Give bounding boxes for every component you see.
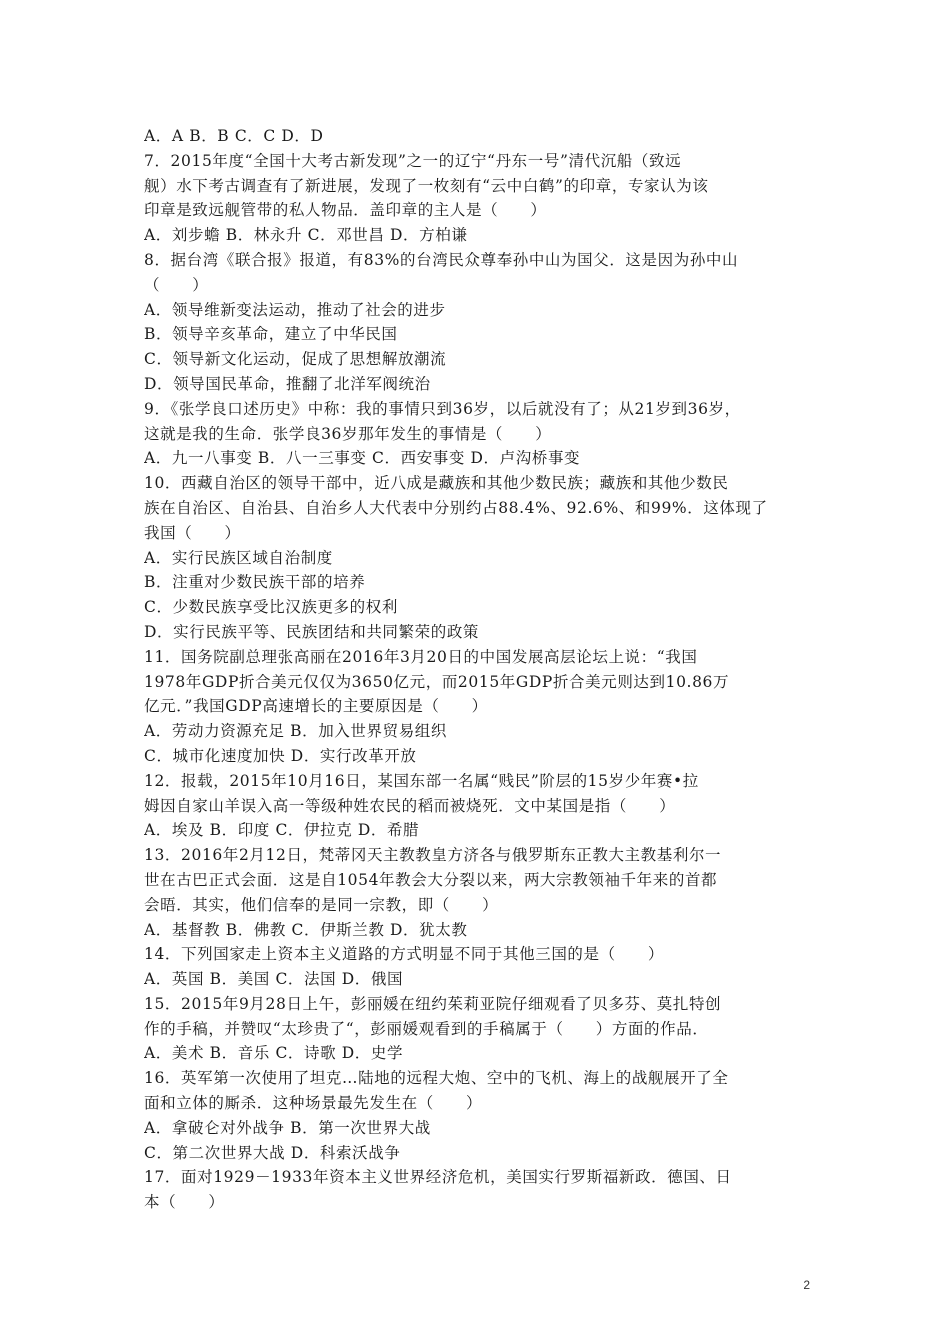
text-line: 本（ ） [144, 1193, 225, 1212]
text-line: D．实行民族平等、民族团结和共同繁荣的政策 [144, 622, 480, 641]
text-line: A．拿破仑对外战争 B．第一次世界大战 [144, 1118, 431, 1137]
text-line: D．领导国民革命，推翻了北洋军阀统治 [144, 374, 431, 393]
text-line: 我国（ ） [144, 523, 241, 542]
text-line: B．注重对少数民族干部的培养 [144, 573, 366, 592]
text-line: A．英国 B．美国 C．法国 D．俄国 [144, 970, 404, 989]
text-line: A．领导维新变法运动，推动了社会的进步 [144, 300, 446, 319]
text-line: A．劳动力资源充足 B．加入世界贸易组织 [144, 722, 448, 741]
text-line: 印章是致远舰管带的私人物品．盖印章的主人是（ ） [144, 201, 547, 220]
text-line: 亿元．”我国GDP高速增长的主要原因是（ ） [144, 697, 488, 716]
text-line: A．九一八事变 B．八一三事变 C．西安事变 D．卢沟桥事变 [144, 449, 581, 468]
text-line: 15．2015年9月28日上午，彭丽媛在纽约茱莉亚院仔细观看了贝多芬、莫扎特创 [144, 994, 722, 1013]
text-line: 17．面对1929－1933年资本主义世界经济危机，美国实行罗斯福新政．德国、日 [144, 1168, 732, 1187]
text-line: A．基督教 B．佛教 C．伊斯兰教 D．犹太教 [144, 920, 468, 939]
text-line: 10．西藏自治区的领导干部中，近八成是藏族和其他少数民族；藏族和其他少数民 [144, 474, 729, 493]
text-line: 11．国务院副总理张高丽在2016年3月20日的中国发展高层论坛上说：“我国 [144, 647, 698, 666]
text-line: A．A B．B C．C D．D [144, 127, 324, 145]
text-line: 9．《张学良口述历史》中称：我的事情只到36岁，以后就没有了；从21岁到36岁， [144, 399, 741, 418]
text-line: 13．2016年2月12日，梵蒂冈天主教教皇方济各与俄罗斯东正教大主教基利尔一 [144, 846, 722, 865]
text-line: 16．英军第一次使用了坦克…陆地的远程大炮、空中的飞机、海上的战舰展开了全 [144, 1069, 729, 1088]
text-line: C．第二次世界大战 D．科索沃战争 [144, 1143, 401, 1162]
text-line: A．埃及 B．印度 C．伊拉克 D．希腊 [144, 821, 420, 840]
text-line: 作的手稿，并赞叹“太珍贵了“，彭丽媛观看到的手稿属于（ ）方面的作品． [144, 1019, 709, 1038]
text-line: A．实行民族区域自治制度 [144, 548, 333, 567]
text-line: B．领导辛亥革命，建立了中华民国 [144, 325, 398, 344]
text-line: 世在古巴正式会面．这是自1054年教会大分裂以来，两大宗教领袖千年来的首都 [144, 870, 718, 889]
text-line: C．领导新文化运动，促成了思想解放潮流 [144, 350, 447, 369]
text-line: （ ） [144, 275, 209, 294]
text-line: 姆因自家山羊误入高一等级种姓农民的稻而被烧死．文中某国是指（ ） [144, 796, 676, 815]
page-content [144, 124, 824, 1215]
text-line: 族在自治区、自治县、自治乡人大代表中分别约占88.4%、92.6%、和99%．这体现了 [144, 498, 768, 517]
text-line: C．城市化速度加快 D．实行改革开放 [144, 746, 417, 765]
text-line: 8．据台湾《联合报》报道，有83%的台湾民众尊奉孙中山为国父．这是因为孙中山 [144, 250, 739, 269]
text-line: A．刘步蟾 B．林永升 C．邓世昌 D．方柏谦 [144, 226, 468, 245]
text-line: 12．报载，2015年10月16日，某国东部一名属“贱民”阶层的15岁少年赛•拉 [144, 771, 699, 790]
text-line: 这就是我的生命．张学良36岁那年发生的事情是（ ） [144, 424, 552, 443]
text-line: 面和立体的厮杀．这种场景最先发生在（ ） [144, 1094, 483, 1113]
text-line: 1978年GDP折合美元仅仅为3650亿元，而2015年GDP折合美元则达到10.86万 [144, 672, 730, 691]
text-line: 14．下列国家走上资本主义道路的方式明显不同于其他三国的是（ ） [144, 945, 665, 964]
text-line: A．美术 B．音乐 C．诗歌 D．史学 [144, 1044, 404, 1063]
page-number: 2 [803, 1278, 810, 1292]
text-line: 舰）水下考古调查有了新进展，发现了一枚刻有“云中白鹤”的印章，专家认为该 [144, 176, 709, 195]
text-line: 会晤．其实，他们信奉的是同一宗教，即（ ） [144, 895, 499, 914]
text-line: 7．2015年度“全国十大考古新发现”之一的辽宁“丹东一号”清代沉船（致远 [144, 151, 682, 170]
text-line: C．少数民族享受比汉族更多的权利 [144, 598, 398, 617]
